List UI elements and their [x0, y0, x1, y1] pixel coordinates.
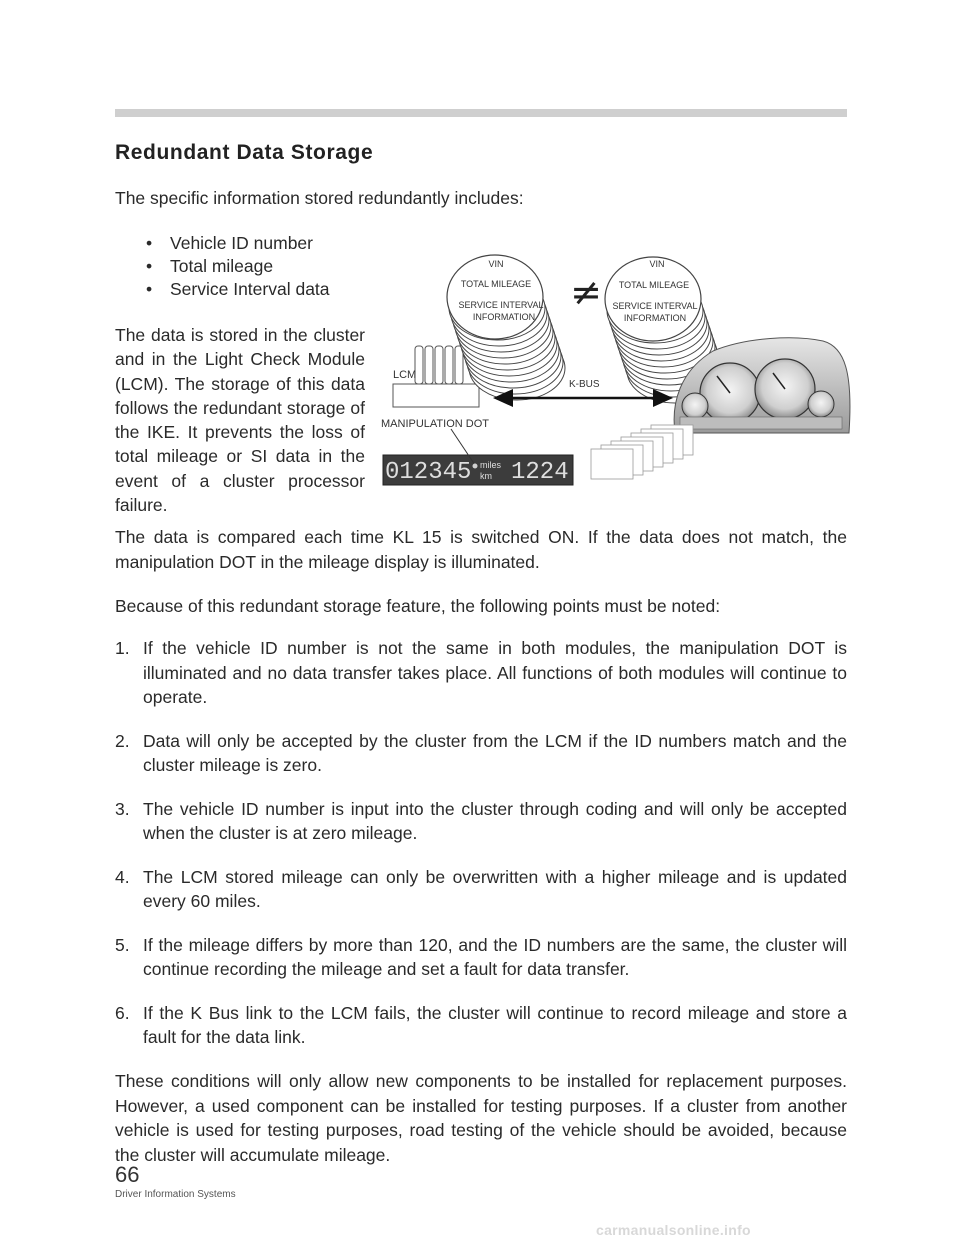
list-item [115, 865, 847, 914]
numbered-list [115, 636, 847, 1069]
list-item-number: 4. [115, 866, 130, 887]
odometer-mileage: 012345 [385, 459, 472, 486]
watermark: carmanualsonline.info [596, 1222, 751, 1238]
temperature-gauge [808, 391, 834, 417]
left-information-label: INFORMATION [472, 312, 536, 322]
paragraph-compared: The data is compared each time KL 15 is switched ON. If the data does not match, the manipulation DOT in the mileage display is illuminated. [115, 527, 847, 572]
list-item [115, 1001, 847, 1050]
left-service-label: SERVICE INTERVAL [458, 300, 544, 310]
list-item-number: 5. [115, 934, 130, 955]
list-item [115, 636, 847, 710]
top-rule [115, 109, 847, 117]
intro-text: The specific information stored redundantly includes: [115, 188, 524, 208]
right-vin-label: VIN [649, 259, 665, 269]
left-vin-label: VIN [488, 259, 504, 269]
paragraph-conditions: These conditions will only allow new components to be installed for replacement purposes. However, a used component can be installed for testing purposes. If a cluster from another vehicle is used for testing purposes, road testing of the vehicle should be avoided, because the cluster will accumulate mileage. [115, 1071, 847, 1165]
list-item-text: If the vehicle ID number is not the same in both modules, the manipulation DOT is illuminated and no data transfer takes place. All functions of both modules will continue to operate. [143, 638, 847, 707]
footer-text: Driver Information Systems [115, 1189, 236, 1200]
odometer-trail [591, 425, 693, 479]
bullet-item: • Total mileage [146, 255, 330, 278]
bullet-item: • Service Interval data [146, 278, 330, 301]
right-information-label: INFORMATION [623, 313, 687, 323]
odometer-unit-km: km [480, 471, 492, 481]
kbus-label: K-BUS [569, 379, 600, 390]
paragraph-because: Because of this redundant storage feature, the following points must be noted: [115, 596, 721, 616]
bullet-item: • Vehicle ID number [146, 232, 330, 255]
page-title: Redundant Data Storage [115, 141, 374, 164]
odometer-unit-miles: miles [480, 460, 502, 470]
bullet-list [146, 232, 330, 301]
list-item-text: If the K Bus link to the LCM fails, the cluster will continue to record mileage and store a fault for the data link. [143, 1002, 847, 1047]
right-service-label: SERVICE INTERVAL [612, 301, 698, 311]
right-mileage-label: TOTAL MILEAGE [618, 280, 690, 290]
not-equal-icon: ≠ [570, 270, 602, 314]
trip-counter: 1224 [511, 459, 569, 486]
manipulation-dot-icon [473, 464, 478, 469]
list-item-number: 6. [115, 1002, 130, 1023]
list-item-text: If the mileage differs by more than 120, and the ID numbers are the same, the cluster will continue recording the mileage and set a fault for data transfer. [143, 934, 847, 979]
list-item-number: 1. [115, 638, 130, 658]
list-item-number: 2. [115, 730, 130, 751]
list-item [115, 933, 847, 982]
fuel-gauge [682, 393, 708, 419]
list-item-number: 3. [115, 798, 130, 819]
list-item-text: Data will only be accepted by the cluster from the LCM if the ID numbers match and the cluster mileage is zero. [143, 730, 847, 775]
manipulation-dot-label: MANIPULATION DOT [381, 418, 489, 430]
lcm-label: LCM [393, 369, 417, 381]
side-paragraph: The data is stored in the cluster and in the Light Check Module (LCM). The storage of this data follows the redundant storage of the IKE. It prevents the loss of total mileage or SI data in the event of a cluster processor failure. [115, 325, 365, 516]
list-item [115, 729, 847, 778]
list-item-text: The LCM stored mileage can only be overwritten with a higher mileage and is updated every 60 miles. [143, 866, 847, 911]
page-number: 66 [115, 1162, 140, 1187]
redundant-storage-diagram [375, 243, 855, 491]
odometer-display [383, 429, 573, 486]
lcm-data-stack [447, 255, 565, 400]
left-mileage-label: TOTAL MILEAGE [460, 279, 532, 289]
list-item [115, 797, 847, 846]
list-item-text: The vehicle ID number is input into the cluster through coding and will only be accepted when the cluster is at zero mileage. [143, 798, 847, 843]
